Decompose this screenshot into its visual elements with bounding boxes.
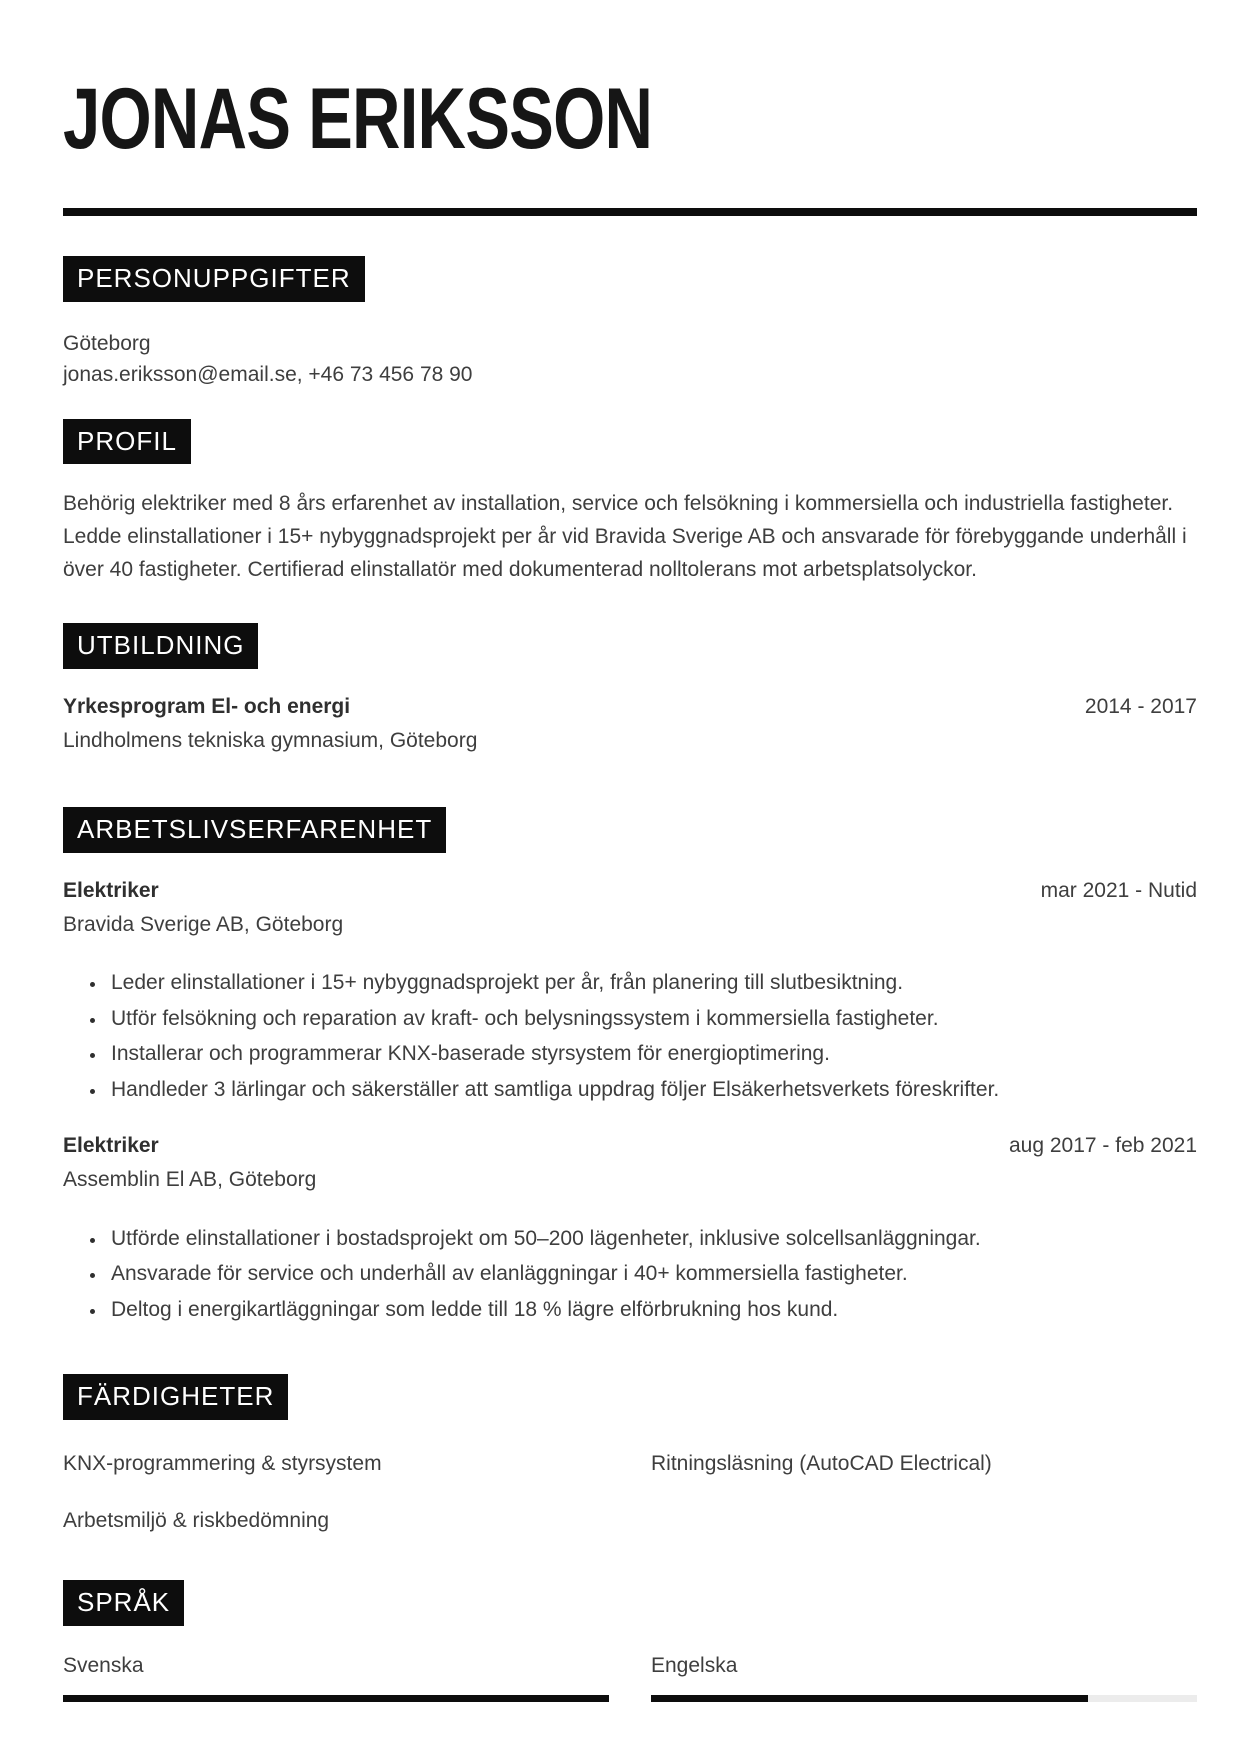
skills-heading: FÄRDIGHETER: [63, 1374, 288, 1420]
job-bullet: • Handleder 3 lärlingar och säkerställer att samtliga uppdrag följer Elsäkerhetsverkets föreskrifter.: [107, 1076, 1197, 1105]
language-item: [651, 1652, 1197, 1702]
job-bullet: • Deltog i energikartläggningar som ledde till 18 % lägre elförbrukning hos kund.: [107, 1296, 1197, 1325]
experience-heading: ARBETSLIVSERFARENHET: [63, 807, 446, 853]
skills-grid: [63, 1450, 1197, 1535]
page-title: JONAS ERIKSSON: [63, 71, 653, 167]
skill-item: Arbetsmiljö & riskbedömning: [63, 1509, 330, 1533]
job-header: [63, 879, 1197, 903]
personal-details-heading: PERSONUPPGIFTER: [63, 256, 365, 302]
job-bullet-list: [63, 969, 1197, 1104]
education-entry-title: Yrkesprogram El- och energi: [63, 694, 351, 718]
job-bullet: • Leder elinstallationer i 15+ nybyggnadsprojekt per år, från planering till slutbesiktning.: [107, 969, 1197, 998]
experience-job: [63, 879, 1197, 1105]
job-bullet: • Ansvarade för service och underhåll av elanläggningar i 40+ kommersiella fastigheter.: [107, 1260, 1197, 1289]
languages-heading: SPRÅK: [63, 1580, 184, 1626]
section-personal-details: [63, 256, 1197, 391]
skill-item: Ritningsläsning (AutoCAD Electrical): [651, 1451, 992, 1475]
section-experience: [63, 807, 1197, 1324]
education-entry-school: Lindholmens tekniska gymnasium, Göteborg: [63, 728, 478, 752]
job-bullet: • Utför felsökning och reparation av kraft- och belysningssystem i kommersiella fastigheter.: [107, 1005, 1197, 1034]
profile-summary: Behörig elektriker med 8 års erfarenhet av installation, service och felsökning i kommersiella och industriella fastigheter. Ledde elinstallationer i 15+ nybyggnadsprojekt per år vid Bravida Sverige AB och ansvarade för förebyggande underhåll i över 40 fastigheter. Certifierad elinstallatör med dokumenterad nolltolerans mot arbetsplatsolyckor.: [63, 492, 1187, 582]
job-bullet-list: [63, 1225, 1197, 1325]
job-header: [63, 1134, 1197, 1158]
job-company: Assemblin El AB, Göteborg: [63, 1168, 317, 1192]
skill-item: KNX-programmering & styrsystem: [63, 1451, 382, 1475]
job-dates: mar 2021 - Nutid: [1040, 878, 1197, 902]
language-level-bar: [651, 1695, 1197, 1702]
languages-grid: [63, 1652, 1197, 1702]
job-title: Elektriker: [63, 878, 159, 902]
contact-city: Göteborg: [63, 331, 151, 355]
profile-heading: PROFIL: [63, 419, 191, 465]
language-level-fill: [651, 1695, 1088, 1702]
section-skills: [63, 1374, 1197, 1534]
job-company: Bravida Sverige AB, Göteborg: [63, 912, 344, 936]
experience-job: [63, 1134, 1197, 1324]
section-education: [63, 623, 1197, 755]
education-entry: [63, 695, 1197, 755]
section-languages: [63, 1580, 1197, 1702]
job-bullet: • Utförde elinstallationer i bostadsprojekt om 50–200 lägenheter, inklusive solcellsanläggningar.: [107, 1225, 1197, 1254]
language-name: Svenska: [63, 1654, 144, 1678]
education-entry-dates: 2014 - 2017: [1084, 694, 1197, 718]
education-entry-header: [63, 695, 1197, 719]
header-divider: [63, 208, 1197, 216]
education-heading: UTBILDNING: [63, 623, 258, 669]
job-title: Elektriker: [63, 1134, 159, 1158]
section-profile: [63, 419, 1197, 588]
job-dates: aug 2017 - feb 2021: [1009, 1134, 1197, 1158]
language-item: [63, 1652, 609, 1702]
contact-block: [63, 328, 1197, 391]
language-level-bar: [63, 1695, 609, 1702]
language-level-fill: [63, 1695, 609, 1702]
contact-email-phone: jonas.eriksson@email.se, +46 73 456 78 90: [63, 363, 473, 387]
language-name: Engelska: [651, 1654, 738, 1678]
job-bullet: • Installerar och programmerar KNX-baserade styrsystem för energioptimering.: [107, 1040, 1197, 1069]
